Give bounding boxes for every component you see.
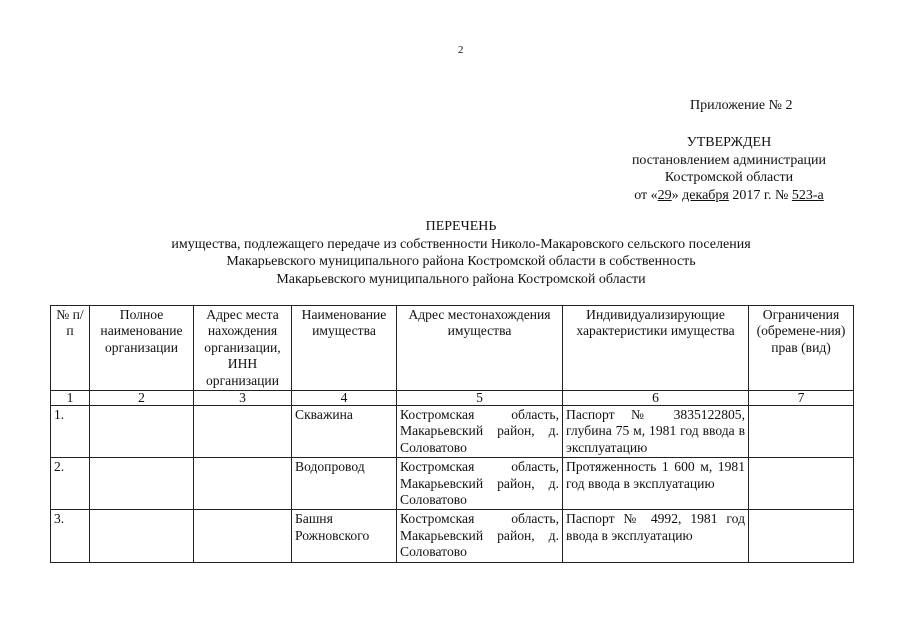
cell-property-name: Башня Рожновского — [292, 510, 397, 562]
column-number-row — [51, 391, 854, 406]
cell-restrictions — [749, 458, 854, 510]
approval-date — [606, 187, 852, 205]
date-month: декабря — [682, 187, 729, 203]
cell-org — [90, 406, 194, 458]
column-number: 5 — [397, 391, 563, 406]
cell-org — [90, 458, 194, 510]
header-org-address: Адрес места нахождения организации, ИНН организации — [194, 306, 292, 391]
cell-org — [90, 510, 194, 562]
cell-property-address: Костромская область, Макарьевский район, д. Соловатово — [397, 406, 563, 458]
cell-property-name: Скважина — [292, 406, 397, 458]
header-org-name: Полное наименование организации — [90, 306, 194, 391]
decree-number: 523-а — [791, 187, 824, 203]
table-row — [51, 510, 854, 562]
date-mid-1: » — [671, 187, 683, 203]
header-num: № п/п — [51, 306, 90, 391]
approval-block — [606, 134, 852, 204]
cell-restrictions — [749, 510, 854, 562]
header-row — [51, 306, 854, 391]
header-property-address: Адрес местонахождения имущества — [397, 306, 563, 391]
appendix-label: Приложение № 2 — [690, 98, 793, 113]
approval-heading: УТВЕРЖДЕН — [686, 135, 772, 150]
cell-property-address: Костромская область, Макарьевский район, д. Соловатово — [397, 510, 563, 562]
date-prefix: от « — [634, 187, 658, 203]
document-title — [96, 218, 826, 288]
cell-num: 2. — [51, 458, 90, 510]
approval-line-1: постановлением администрации — [631, 152, 827, 168]
cell-org-address — [194, 510, 292, 562]
table-row — [51, 458, 854, 510]
column-number: 7 — [749, 391, 854, 406]
approval-line-2: Костромской области — [664, 170, 794, 185]
table-row — [51, 406, 854, 458]
column-number: 4 — [292, 391, 397, 406]
cell-characteristics: Паспорт № 3835122805, глубина 75 м, 1981 год ввода в эксплуатацию — [563, 406, 749, 458]
cell-property-address: Костромская область, Макарьевский район, д. Соловатово — [397, 458, 563, 510]
header-characteristics: Индивидуализирующие характеристики имущества — [563, 306, 749, 391]
cell-num: 3. — [51, 510, 90, 562]
column-number: 6 — [563, 391, 749, 406]
date-day: 29 — [657, 187, 672, 203]
column-number: 3 — [194, 391, 292, 406]
title-line-1: имущества, подлежащего передаче из собственности Николо-Макаровского сельского поселения — [171, 236, 751, 252]
cell-org-address — [194, 406, 292, 458]
title-line-3: Макарьевского муниципального района Костромской области — [276, 271, 646, 287]
cell-org-address — [194, 458, 292, 510]
header-property-name: Наименование имущества — [292, 306, 397, 391]
date-mid-2: 2017 г. № — [728, 187, 792, 203]
title-line-2: Макарьевского муниципального района Костромской области в собственность — [226, 254, 696, 269]
cell-num: 1. — [51, 406, 90, 458]
column-number: 2 — [90, 391, 194, 406]
page-number: 2 — [458, 44, 464, 56]
cell-restrictions — [749, 406, 854, 458]
header-restrictions: Ограничения (обремене-ния) прав (вид) — [749, 306, 854, 391]
cell-characteristics: Паспорт № 4992, 1981 год ввода в эксплуатацию — [563, 510, 749, 562]
column-number: 1 — [51, 391, 90, 406]
cell-property-name: Водопровод — [292, 458, 397, 510]
title-heading: ПЕРЕЧЕНЬ — [425, 219, 497, 234]
property-table — [50, 305, 854, 563]
cell-characteristics: Протяженность 1 600 м, 1981 год ввода в эксплуатацию — [563, 458, 749, 510]
